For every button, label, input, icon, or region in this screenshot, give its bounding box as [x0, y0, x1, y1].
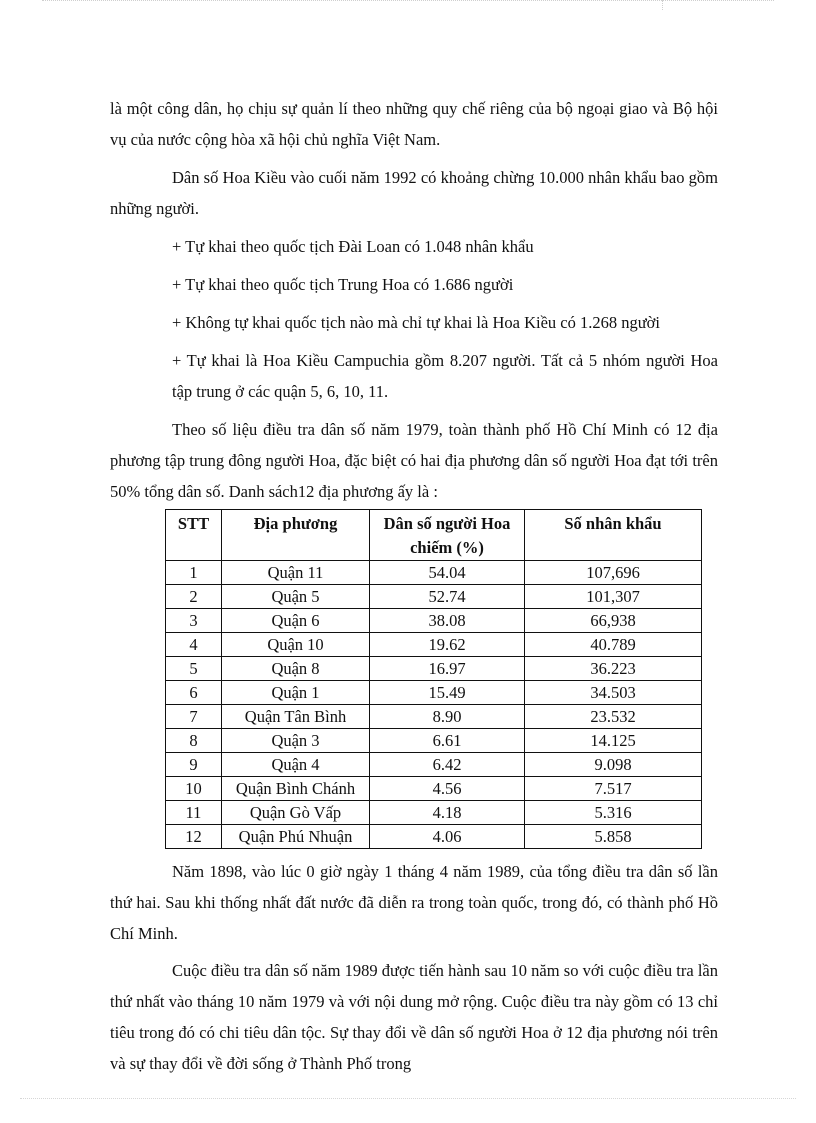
cell-population: 34.503 [525, 681, 702, 705]
header-rule [42, 0, 774, 1]
header-so-nhan-khau: Số nhân khẩu [525, 510, 702, 561]
cell-population: 36.223 [525, 657, 702, 681]
cell-stt: 11 [166, 801, 222, 825]
table-header-row [166, 510, 702, 561]
population-table [165, 509, 702, 849]
table-row [166, 825, 702, 849]
cell-stt: 1 [166, 561, 222, 585]
header-percent: Dân số người Hoa chiếm (%) [370, 510, 525, 561]
header-crop-mark [662, 0, 663, 10]
table-row [166, 729, 702, 753]
cell-percent: 4.06 [370, 825, 525, 849]
cell-district: Quận 6 [222, 609, 370, 633]
cell-population: 9.098 [525, 753, 702, 777]
bullet-item: + Tự khai là Hoa Kiều Campuchia gồm 8.207 người. Tất cả 5 nhóm người Hoa tập trung ở các quận 5, 6, 10, 11. [172, 351, 718, 401]
table-row [166, 561, 702, 585]
table-row [166, 657, 702, 681]
table-row [166, 585, 702, 609]
cell-stt: 6 [166, 681, 222, 705]
cell-percent: 8.90 [370, 705, 525, 729]
document-page [110, 93, 718, 1079]
paragraph-5: Cuộc điều tra dân số năm 1989 được tiến hành sau 10 năm so với cuộc điều tra lần thứ nhất vào tháng 10 năm 1979 và với nội dung mở rộng. Cuộc điều tra này gồm có 13 chỉ tiêu trong đó có chi tiêu dân tộc. Sự thay đổi về dân số người Hoa ở 12 địa phương nói trên và sự thay đổi về đời sống ở Thành Phố trong [110, 961, 718, 1073]
cell-population: 107,696 [525, 561, 702, 585]
header-stt: STT [166, 510, 222, 561]
cell-district: Quận Bình Chánh [222, 777, 370, 801]
cell-population: 40.789 [525, 633, 702, 657]
cell-stt: 9 [166, 753, 222, 777]
cell-percent: 6.42 [370, 753, 525, 777]
cell-population: 5.316 [525, 801, 702, 825]
table-row [166, 705, 702, 729]
cell-stt: 10 [166, 777, 222, 801]
cell-percent: 38.08 [370, 609, 525, 633]
cell-district: Quận Tân Bình [222, 705, 370, 729]
cell-stt: 3 [166, 609, 222, 633]
table-row [166, 777, 702, 801]
cell-population: 23.532 [525, 705, 702, 729]
bullet-item: + Tự khai theo quốc tịch Đài Loan có 1.048 nhân khẩu [172, 237, 534, 256]
cell-district: Quận 8 [222, 657, 370, 681]
cell-district: Quận 10 [222, 633, 370, 657]
cell-stt: 5 [166, 657, 222, 681]
cell-percent: 15.49 [370, 681, 525, 705]
cell-district: Quận 1 [222, 681, 370, 705]
table-row [166, 801, 702, 825]
cell-population: 7.517 [525, 777, 702, 801]
table-row [166, 681, 702, 705]
cell-stt: 2 [166, 585, 222, 609]
footer-rule [20, 1098, 796, 1099]
paragraph-2: Dân số Hoa Kiều vào cuối năm 1992 có khoảng chừng 10.000 nhân khẩu bao gồm những người. [110, 168, 718, 218]
paragraph-4: Năm 1898, vào lúc 0 giờ ngày 1 tháng 4 năm 1989, của tổng điều tra dân số lần thứ hai. Sau khi thống nhất đất nước đã diễn ra trong toàn quốc, trong đó, có thành phố Hồ Chí Minh. [110, 862, 718, 943]
population-table-wrapper [165, 509, 701, 849]
cell-district: Quận 11 [222, 561, 370, 585]
paragraph-3: Theo số liệu điều tra dân số năm 1979, toàn thành phố Hồ Chí Minh có 12 địa phương tập trung đông người Hoa, đặc biệt có hai địa phương dân số người Hoa đạt tới trên 50% tổng dân số. Danh sách12 địa phương ấy là : [110, 420, 718, 501]
table-row [166, 609, 702, 633]
cell-district: Quận 5 [222, 585, 370, 609]
cell-percent: 6.61 [370, 729, 525, 753]
cell-population: 101,307 [525, 585, 702, 609]
cell-population: 14.125 [525, 729, 702, 753]
cell-stt: 12 [166, 825, 222, 849]
cell-percent: 4.56 [370, 777, 525, 801]
cell-stt: 7 [166, 705, 222, 729]
cell-district: Quận 3 [222, 729, 370, 753]
paragraph-1: là một công dân, họ chịu sự quản lí theo những quy chế riêng của bộ ngoại giao và Bộ hội vụ của nước cộng hòa xã hội chủ nghĩa Việt Nam. [110, 99, 718, 149]
header-dia-phuong: Địa phương [222, 510, 370, 561]
cell-district: Quận Gò Vấp [222, 801, 370, 825]
cell-population: 66,938 [525, 609, 702, 633]
cell-percent: 54.04 [370, 561, 525, 585]
cell-stt: 4 [166, 633, 222, 657]
cell-district: Quận Phú Nhuận [222, 825, 370, 849]
cell-percent: 52.74 [370, 585, 525, 609]
cell-percent: 16.97 [370, 657, 525, 681]
cell-percent: 19.62 [370, 633, 525, 657]
cell-population: 5.858 [525, 825, 702, 849]
cell-stt: 8 [166, 729, 222, 753]
cell-district: Quận 4 [222, 753, 370, 777]
table-row [166, 753, 702, 777]
cell-percent: 4.18 [370, 801, 525, 825]
table-row [166, 633, 702, 657]
bullet-item: + Không tự khai quốc tịch nào mà chỉ tự khai là Hoa Kiều có 1.268 người [172, 313, 660, 332]
bullet-item: + Tự khai theo quốc tịch Trung Hoa có 1.686 người [172, 275, 514, 294]
